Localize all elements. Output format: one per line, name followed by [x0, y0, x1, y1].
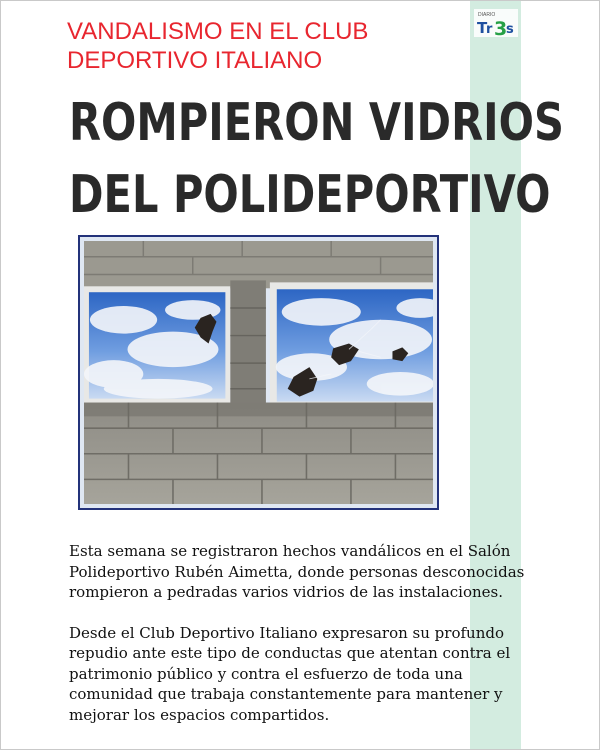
article-paragraph-1: Esta semana se registraron hechos vandálicos en el Salón Polideportivo Rubén Aimetta, donde personas desconocidas rompieron a pedradas varios vidrios de las instalaciones. — [69, 542, 525, 601]
headline-line-1: ROMPIERON VIDRIOS — [69, 93, 564, 153]
kicker-line-1: VANDALISMO EN EL CLUB — [67, 18, 369, 45]
svg-text:s: s — [506, 22, 514, 37]
kicker-heading — [67, 17, 467, 75]
svg-text:r: r — [486, 22, 493, 37]
headline — [69, 87, 564, 231]
logo-small-text: DIARIO — [478, 12, 496, 18]
broken-windows-photo — [84, 241, 433, 504]
kicker-line-2: DEPORTIVO ITALIANO — [67, 47, 323, 74]
svg-text:T: T — [477, 19, 488, 37]
diario-tres-logo — [474, 9, 518, 37]
article-paragraph-2: Desde el Club Deportivo Italiano expresaron su profundo repudio ante este tipo de conductas que atentan contra el patrimonio público y contra el esfuerzo de toda una comunidad que trabaja constantemente para mantener y mejorar los espacios compartidos. — [69, 623, 511, 724]
headline-line-2: DEL POLIDEPORTIVO — [69, 165, 551, 225]
svg-text:3: 3 — [494, 18, 508, 37]
article-photo — [78, 235, 439, 510]
article-body — [69, 541, 529, 745]
